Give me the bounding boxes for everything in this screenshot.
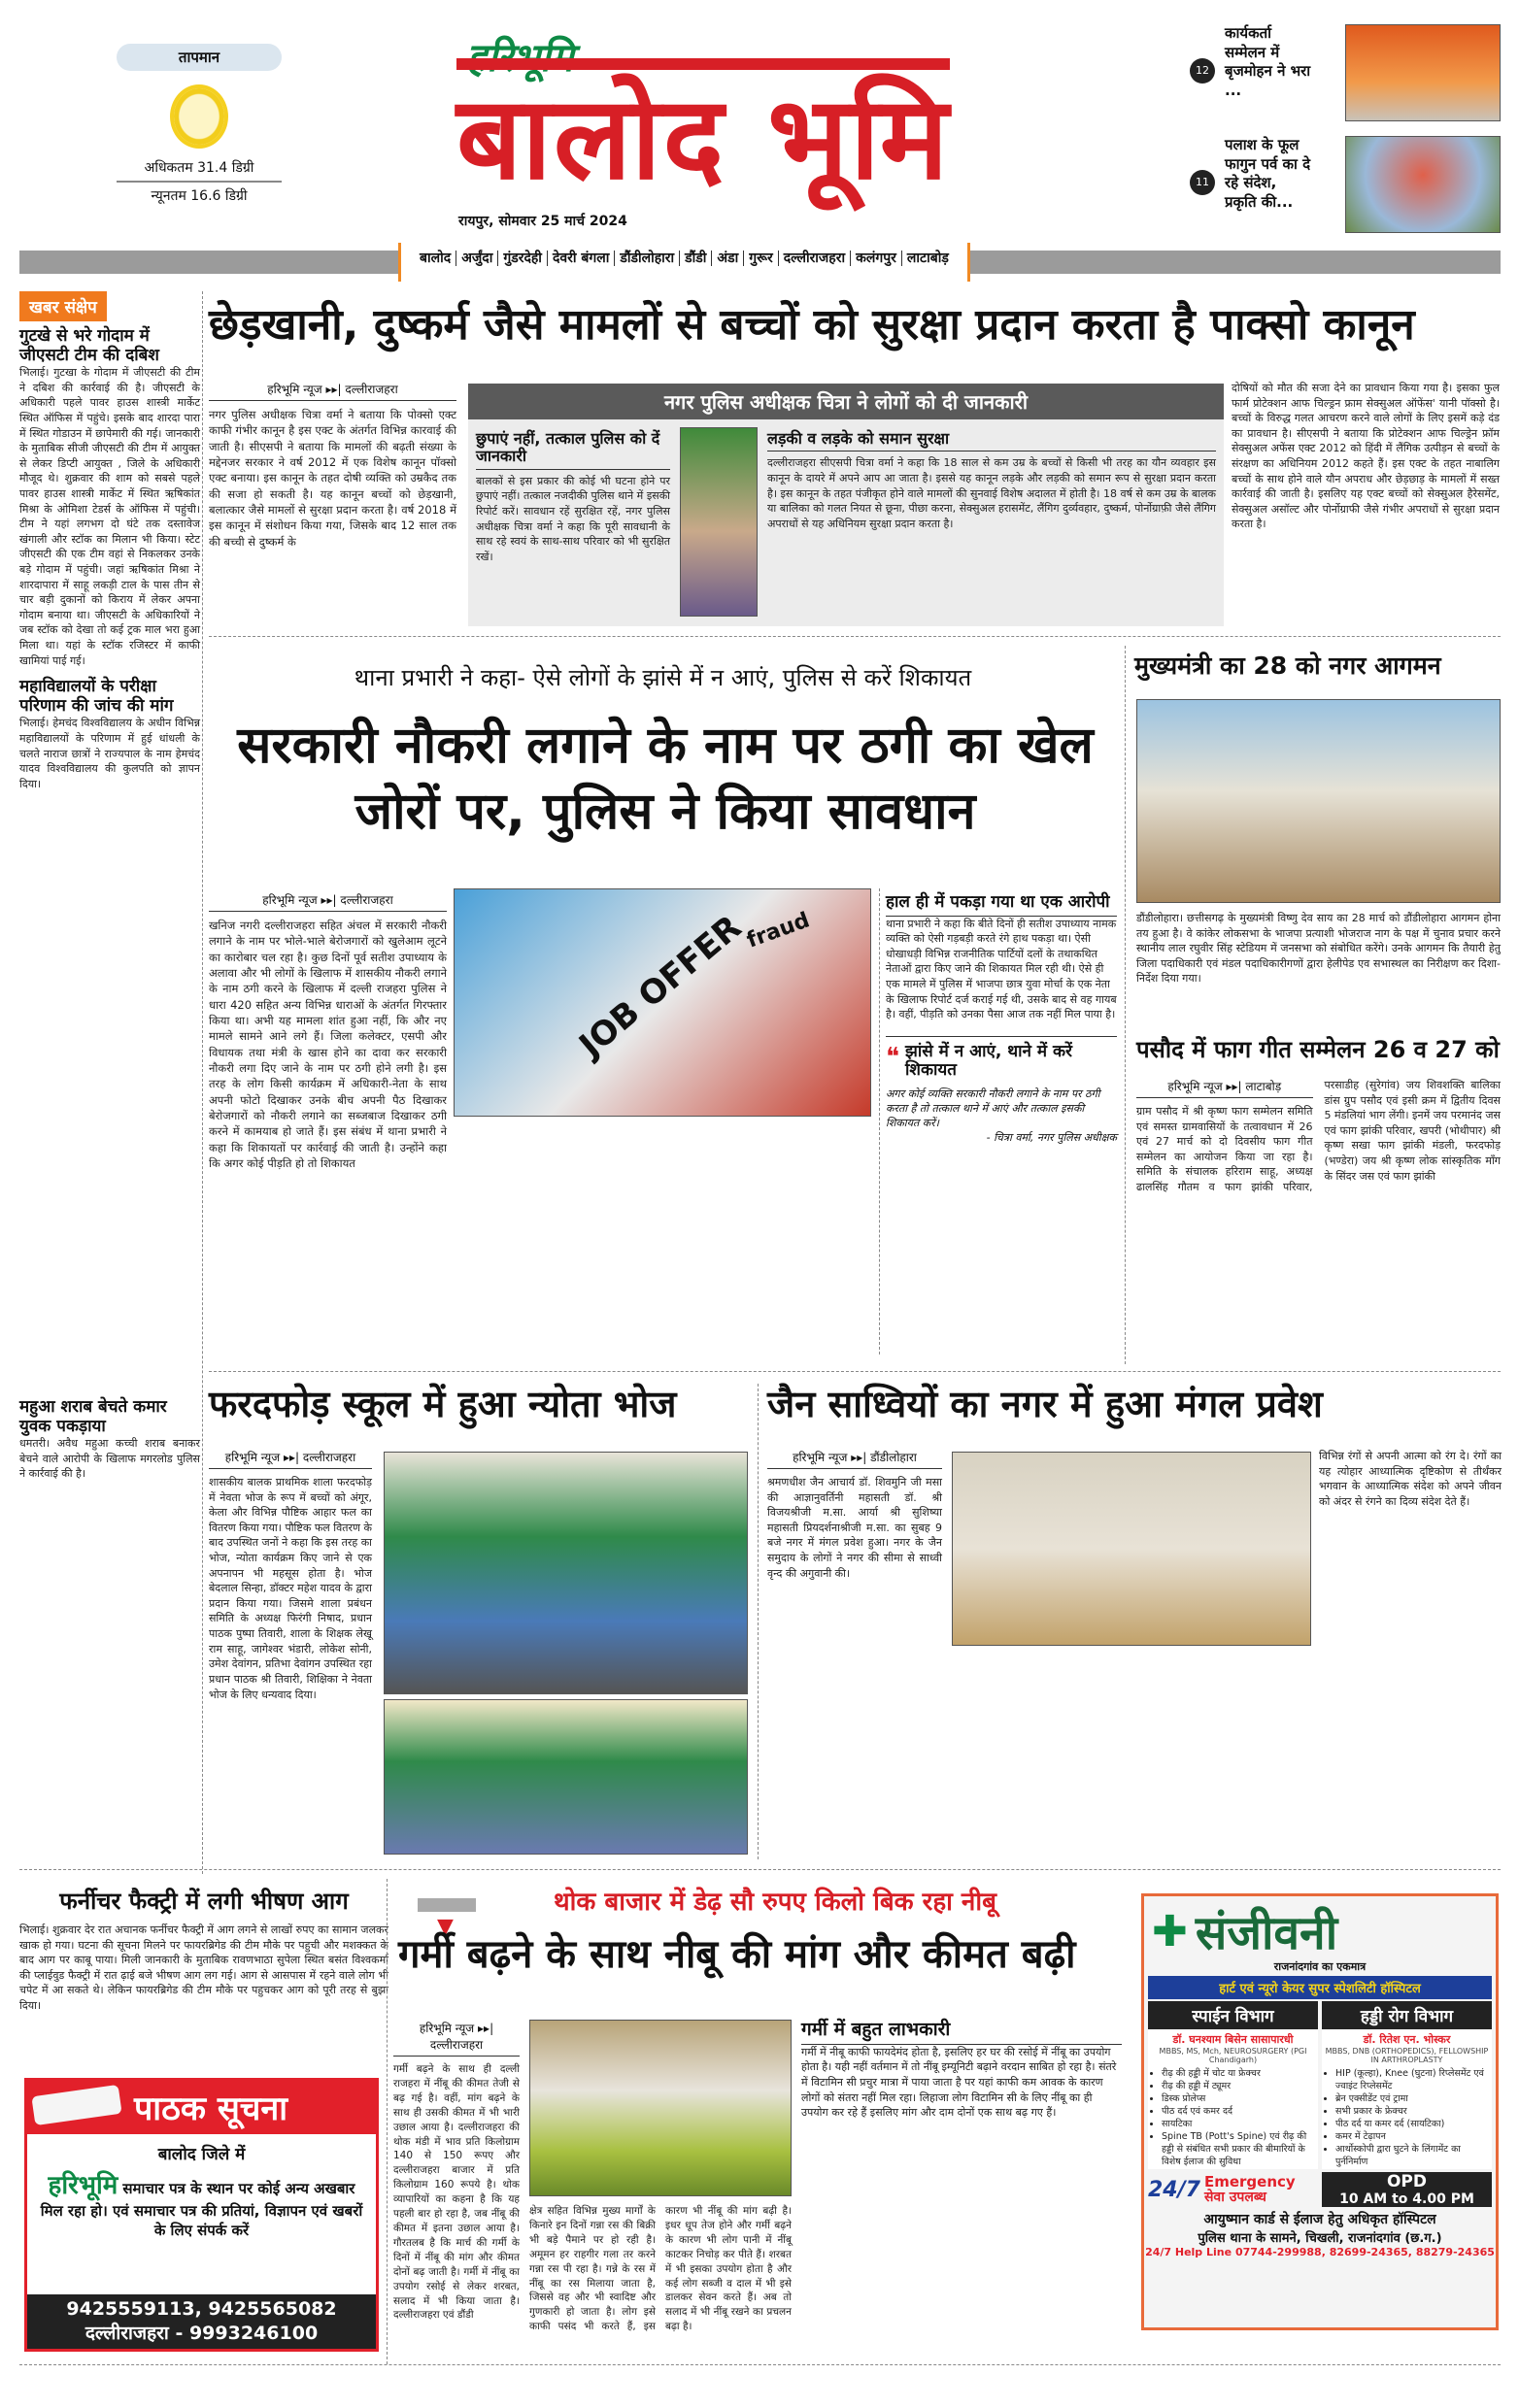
teaser-text: कार्यकर्ता सम्मेलन में बृजमोहन ने भरा ... [1225,24,1311,99]
info-box-title: नगर पुलिस अधीक्षक चित्रा ने लोगों को दी जानकारी [468,384,1224,419]
opd-timing: OPD 10 AM to 4.00 PM [1322,2172,1492,2207]
phag-headline: पसौद में फाग गीत सम्मेलन 26 व 27 को [1136,1036,1500,1063]
job-offer-illustration: JOB OFFER fraud [454,888,871,1117]
hospital-banner: हार्ट एवं न्यूरो केयर सुपर स्पेशलिटी हॉस्पिटल [1148,1976,1492,1999]
school-photo-2 [384,1699,748,1855]
jain-headline: जैन साध्वियों का नगर में हुआ मंगल प्रवेश [767,1383,1323,1425]
reader-notice-ad [24,2078,379,2352]
article-text: श्रमणधीश जैन आचार्य डॉ. शिवमुनि जी मसा की आज्ञानुवर्तिनी महासती डॉ. श्री विजयश्रीजी म.सा. आर्या श्री सुशिष्या महासती प्रियदर्शनाश्रीजी म.सा. का सुबह 9 बजे नगर में मंगल प्रवेश हुआ। नगर के जैन समुदाय के लोगों ने नगर की सीमा से साध्वी वृन्द की अगुवानी की। [767,1476,942,1580]
subhead-text: थाना प्रभारी ने कहा कि बीते दिनों ही सतीश उपाध्याय नामक व्यक्ति को ऐसी गड़बड़ी करते रंगे हाथ पकड़ा था। ऐसी धोखाधड़ी विभिन्न राजनीतिक पार्टियों दलों के तथाकथित नेताओं द्वारा किए जाने की शिकायत मिल रही थी। ऐसे ही एक मामले में पुलिस में भाजपा छात्र युवा मोर्चा के एक नेता के खिलाफ रिपोर्ट दर्ज कराई गई थी, उसके बाद से वह गायब है। वहीं, पीड़ति को उनका पैसा आज तक नहीं मिल पाया है। [886,917,1117,1021]
hospital-name: संजीवनी [1195,1906,1338,1960]
article-text: ग्राम पसौद में श्री कृष्ण फाग सम्मेलन समिति एवं समस्त ग्रामवासियों के तत्वावधान में 26 एवं 27 मार्च को दो दिवसीय फाग गीत सम्मेलन का आयोजन किया जा रहा है। समिति के संचालक हरिराम साहू, अध्यक्ष ढालसिंह गौतम व फाग झांकी परिवार, परसाडीह (सुरेगांव) जय शिवशक्ति बालिका डांस ग्रुप पसौद एवं इसी क्रम में द्वितीय दिवस 5 मंडलियां भाग लेंगी। इनमें जय परमानंद जस एवं फाग झांकी परिवार, खपरी (भोथीपार) श्री कृष्ण सखा फाग झांकी मंडली, फरदफोड़ (भण्डेरा) जय श्री कृष्ण लोक सांस्कृतिक माँग के सिंदर जस एवं फाग झांकी [1136,1079,1501,1194]
nav-item[interactable]: लाटाबोड़ [906,251,949,266]
service-item: • आर्थोस्कोपी द्वारा घुटने के लिंगामेंट का पुर्ननिर्माण [1335,2142,1488,2167]
spine-department: स्पाईन विभाग डॉ. घनश्याम बिसेन सासापारधी MBBS, MS, Mch, NEUROSURGERY (PGI Chandigarh) • रीढ़ की हड्डी में चोट या फ्रेक्चर • रीढ़ की हड्डी में ट्यूमर • डिस्क प्रोलेप्स • पीठ दर्द एवं कमर दर्द • सायटिका • Spine TB (Pott's Spine) एवं रीढ़ की हड्डी से संबंधित सभी प्रकार की बीमारियों के विशेष ईलाज की सुविधा [1148,2001,1318,2169]
subhead: लड़की व लड़के को समान सुरक्षा [767,430,1216,452]
subhead-text: गर्मी में नीबू काफी फायदेमंद होता है, इसलिए हर घर की रसोई में नींबू का उपयोग होता है। यही नहीं वर्तमान में तो नींबू इम्यूनिटी बढ़ाने वरदान साबित हो रहा है। संतरे में विटामिन सी प्रचुर मात्रा में पाया जाता है पर यहां काफी कम आवक के कारण लोगों को संतरा नहीं मिल रहा। लिहाजा लोग विटामिन सी के लिए नींबू का ही उपयोग कर रहे हैं इसलिए मांग और दाम दोनों एक साथ बढ़ गए हैं। [801,2045,1117,2120]
service-item: • कमर में टेढ़ापन [1335,2129,1488,2142]
ad-phones: 9425559113, 9425565082 [66,2298,337,2320]
nav-item[interactable]: अर्जुंदा [456,251,498,266]
brief-title: महुआ शराब बेचते कमार युवक पकड़ाया [19,1397,167,1436]
fire-headline: फर्नीचर फैक्ट्री में लगी भीषण आग [59,1888,349,1915]
brief-item [19,1398,200,1482]
service-item: • सायटिका [1162,2117,1314,2129]
brief-text: धमतरी। अवैध महुआ कच्ची शराब बनाकर बेचने वाले आरोपी के खिलाफ मगरलोड पुलिस ने कार्रवाई की है। [19,1437,200,1481]
fraud-article [209,891,447,1171]
teaser-2[interactable] [1190,136,1501,233]
subhead: हाल ही में पकड़ा गया था एक आरोपी [886,893,1117,917]
nav-item[interactable]: डौंडीलोहारा [615,251,680,266]
location-nav [19,251,1501,274]
min-temperature: न्यूनतम 16.6 डिग्री [151,188,248,204]
kicker-bar [418,1898,476,1912]
lead-headline: छेड़खानी, दुष्कर्म जैसे मामलों से बच्चों को सुरक्षा प्रदान करता है पाक्सो कानून [209,300,1415,350]
school-headline: फरदफोड़ स्कूल में हुआ न्योता भोज [209,1383,677,1425]
briefs-label: खबर संक्षेप [19,291,107,321]
kicker-headline: थाना प्रभारी ने कहा- ऐसे लोगों के झांसे में न आएं, पुलिस से करें शिकायत [354,664,972,691]
lemon-sidebar [801,2020,1122,2121]
ad-title: पाठक सूचना [134,2090,288,2128]
byline: हरिभूमि न्यूज ▸▸| दल्लीराजहरा [209,381,456,401]
byline: हरिभूमि न्यूज ▸▸| दल्लीराजहरा [393,2020,520,2057]
service-item: • पीठ दर्द एवं कमर दर्द [1162,2104,1314,2117]
subhead-text: दल्लीराजहरा सीएसपी चित्रा वर्मा ने कहा कि 18 साल से कम उम्र के बच्चों से किसी भी तरह का यौन व्यवहार इस कानून के दायरे में अपने आप आ जाता है। इससे यह कानून लड़के और लड़की को समान रूप से सुरक्षा प्रदान करता है। इस कानून के तहत पंजीकृत होने वाले मामलों की सुनवाई विशेष अदालत में होती है। 18 वर्ष से कम उम्र के बालक या बालिका को गलत नियत से छूना, पीछा करना, सेक्सुअल हरासमेंट, लैंगिग दुर्व्यवहार, दुष्कर्म, पोर्नोग्राफ़ी जैसे लैंगिग अपराधों से यह अधिनियम सुरक्षा प्रदान करता है। [767,456,1216,530]
school-article [209,1449,372,1702]
quote-author: - चित्रा वर्मा, नगर पुलिस अधीक्षक [986,1130,1117,1144]
service-item: • डिस्क प्रोलेप्स [1162,2091,1314,2104]
nav-item[interactable]: बालोद [415,251,456,266]
ad-line: बालोद जिले में [157,2145,246,2164]
teaser-photo [1345,24,1501,121]
lemon-article [393,2020,520,2323]
brief-text: भिलाई। गुटखा के गोदाम में जीएसटी की टीम ने दबिश की कार्रवाई की है। जीएसटी के अधिकारी पहले पावर हाउस शास्त्री मार्केट स्थित ऑफिस में पहुंचे। इसके बाद शारदा पारा में स्थित गोडाउन में छापेमारी की गई। जानकारी के मुताबिक सीजी जीएसटी की टीम में आयुक्त से लेकर डिप्टी आयुक्त , जिले के अधिकारी मौजूद थे। शुक्रवार की शाम को सबसे पहले पावर हाउस शास्त्री मार्केट में स्थित ऋषिकांत मिश्रा के ओमिशा टेडर्स के ऑफिस में पहुंची। टीम ने यहां लगभग दो घंटे तक दस्तावेज खंगाली और स्टॉक का मिलान भी किया। स्टेट जीएसटी की एक टीम वहां से निकलकर उनके बड़े गोदाम में पहुंची। जहां ऋषिकांत मिश्रा ने शारदापारा में साहू लकड़ी टाल के पास तीन से चार बड़ी दुकानों को किराय में लेकर अपना गोदाम बनाया था। जीएसटी के अधिकारियों ने जब स्टॉक को देखा तो कई ट्रक माल भरा हुआ मिला था। यहां के स्टॉक रजिस्टर में काफी खामियां पाई गई। [19,366,200,667]
teaser-1[interactable] [1190,24,1501,121]
school-photo-1 [384,1452,748,1694]
cm-headline: मुख्यमंत्री का 28 को नगर आगमन [1134,652,1441,680]
nav-item[interactable]: गुंडरदेही [498,251,548,266]
jain-photo [952,1452,1311,1646]
subhead-text: बालकों से इस प्रकार की कोई भी घटना होने पर छुपाएं नहीं। तत्काल नजदीकी पुलिस थाने में इसकी रिपोर्ट करें। सावधान रहें सुरक्षित रहें, नगर पुलिस अधीक्षक चित्रा वर्मा ने कहा कि पूरी सावधानी के साथ रहे स्वयं के साथ-साथ परिवार को भी सुरक्षित रखें। [476,474,670,563]
briefs-column [19,291,200,791]
fraud-headline: सरकारी नौकरी लगाने के नाम पर ठगी का खेल जोरों पर, पुलिस ने किया सावधान [237,717,1094,841]
phag-article [1136,1078,1501,1195]
edition-title: बालोद भूमि [456,58,950,208]
service-item: • रीढ़ की हड्डी में ट्यूमर [1162,2079,1314,2091]
brief-text: भिलाई। हेमचंद विश्वविद्यालय के अधीन विभिन्न महाविद्यालयों के परिणाम में हुई धांधली के चलते नाराज छात्रों ने राज्यपाल के नाम हेमचंद यादव विश्वविद्यालय की कुलपति को ज्ञापन दिया। [19,717,200,790]
fire-text: भिलाई। शुक्रवार देर रात अचानक फर्नीचर फैक्ट्री में आग लगने से लाखों रुपए का सामान जलकर खाक हो गया। घटना की सूचना मिलने पर फायरब्रिगेड की टीम मौके पर पहुची और मशक्कत के बाद आग पर काबू पाया। मिली जानकारी के मुताबिक रावणभाठा सुपेला स्थित बसंत विश्वकर्मा की प्लाईवुड फैक्ट्री में रात ढ़ाई बजे भीषण आग लग गई। आग से आसपास में रहने वाले लोग भी चपेट में आ सकते थे। लेकिन फायरब्रिगेड की टीम मौके पर पहुचकर आग को पूरी तरह से बुझा दिया। [19,1923,388,2013]
temperature-widget [117,44,282,209]
byline: हरिभूमि न्यूज ▸▸| लाटाबोड़ [1136,1078,1313,1098]
lemon-kicker: थोक बाजार में डेढ़ सौ रुपए किलो बिक रहा नीबू [554,1888,996,1917]
emergency-badge: 24/7 Emergency सेवा उपलब्ध [1148,2173,1296,2205]
officer-photo [680,427,758,617]
newspaper-icon [31,2085,121,2125]
page-number-badge: 12 [1190,58,1215,84]
service-item: • पीठ दर्द या कमर दर्द (सायटिका) [1335,2117,1488,2129]
pocso-article [209,381,456,550]
medical-cross-heart-icon: ✚ [1152,1907,1188,1956]
page-number-badge: 11 [1190,170,1215,195]
nav-item[interactable]: देवरी बंगला [548,251,615,266]
nav-item[interactable]: दल्लीराजहरा [779,251,851,266]
ad-text: समाचार पत्र के स्थान पर कोई अन्य अखबार मिल रहा हो। एवं समाचार पत्र की प्रतियां, विज्ञापन एवं खबरों के लिए संपर्क करें [40,2180,363,2239]
hospital-ad [1141,1893,1499,2330]
dateline: रायपुर, सोमवार 25 मार्च 2024 [458,214,627,229]
brief-title: गुटखे से भरे गोदाम में जीएसटी टीम की दबिश [19,326,159,365]
brief-title: महाविद्यालयों के परीक्षा परिणाम की जांच की मांग [19,677,174,716]
article-text: नगर पुलिस अधीक्षक चित्रा वर्मा ने बताया कि पोक्सो एक्ट काफी गंभीर कानून है इस एक्ट के अंतर्गत विभिन्न कारवाई की जाती है। सीएसपी ने बताया कि मामलों की बढ़ती संख्या के मद्देनजर सरकार ने वर्ष 2012 में एक विशेष कानून पॉक्सो एक्ट बनाया। इस कानून के तहत दोषी व्यक्ति को उम्रकैद तक की सजा हो सकती है। यह कानून बच्चों को छेड़खानी, बलात्कार जैसे मामलों से सुरक्षा प्रदान करता है। वर्ष 2018 में इस कानून में संशोधन किया गया, जिसके बाद 12 साल तक की बच्ची से दुष्कर्म के [209,408,456,549]
info-box [468,384,1224,626]
arrest-sidebar [886,893,1117,1145]
sun-icon [174,88,224,145]
masthead [456,29,1059,233]
brand-logo: हरिभूमि [466,36,574,81]
helpline-numbers: 07744-299988, 82699-24365, 88279-24365 [1234,2246,1495,2258]
ad-local-phone: दल्लीराजहरा - 9993246100 [84,2323,319,2344]
max-temperature: अधिकतम 31.4 डिग्री [117,154,282,183]
service-item: • ब्रेन एक्सीडेंट एवं ट्रामा [1335,2091,1488,2104]
article-text: शासकीय बालक प्राथमिक शाला फरदफोड़ में नेवता भोज के रूप में बच्चों को अंगूर, केला और विभिन्न पौष्टिक आहार फल का वितरण किया गया। पौष्टिक फल वितरण के बाद उपस्थित जनों ने कहा कि इस तरह का भोज, न्योता कार्यक्रम किए जाने से एक अपनापन भी महसूस होता है। भोज बेदलाल सिन्हा, डॉक्टर महेश यादव के द्वारा प्रदान किया गया। जिसमे शाला प्रबंधन समिति के अध्यक्ष फिरंगी निषाद, प्रधान पाठक पुष्पा तिवारी, शाला के शिक्षक लेखू राम साहू, जागेश्वर भंडारी, लोकेश सोनी, उमेश देवांगन, प्रतिभा देवांगन उपस्थित रहा प्रधान पाठक श्री तिवारी, शिक्षिका ने नेवता भोज के लिए धन्यवाद दिया। [209,1476,372,1701]
byline: हरिभूमि न्यूज ▸▸| दल्लीराजहरा [209,1449,372,1469]
jain-article [767,1449,942,1581]
lemon-vendor-photo [529,2020,792,2196]
byline: हरिभूमि न्यूज ▸▸| दल्लीराजहरा [209,891,447,912]
quote-text: अगर कोई व्यक्ति सरकारी नौकरी लगाने के नाम पर ठगी करता है तो तत्काल थाने में आएं और तत्काल इसकी शिकायत करें। [886,1087,1100,1129]
article-text: गर्मी बढ़ने के साथ ही दल्ली राजहरा में नींबू की कीमत तेजी से बढ़ गई है। वहीं, मांग बढ़ने के साथ ही उसकी कीमत में भी भारी उछाल आया है। दल्लीराजहरा की थोक मंडी में भाव प्रति किलोग्राम 140 से 150 रूपए और दल्लीराजहरा बाजार में प्रति किलोग्राम 160 रूपये है। थोक व्यापारियों का कहना है कि यह पहली बार हो रहा है, जब नींबू की कीमत में इतना उछाल आया है। गौरतलब है कि मार्च की गर्मी के दिनों में नींबू की मांग और कीमत दोनों बढ़ जाती है। गर्मी में नींबू का उपयोग रसोई से लेकर शरबत, सलाद में भी किया जाता है। दल्लीराजहरा एवं डौंडी [393,2063,520,2322]
nav-item[interactable]: डौंडी [680,251,712,266]
hospital-address: पुलिस थाना के सामने, चिखली, राजनांदगांव (छ.ग.) [1198,2231,1442,2246]
service-item: • HIP (कूल्हा), Knee (घुटना) रिप्लेसमेंट एवं ज्वाइंट रिप्लेसमेंट [1335,2066,1488,2091]
ortho-department: हड्डी रोग विभाग डॉ. रितेश एन. भोस्कर MBBS, DNB (ORTHOPEDICS), FELLOWSHIP IN ARTHROPLASTY • HIP (कूल्हा), Knee (घुटना) रिप्लेसमेंट एवं ज्वाइंट रिप्लेसमेंट • ब्रेन एक्सीडेंट एवं ट्रामा • सभी प्रकार के फ्रेक्चर • पीठ दर्द या कमर दर्द (सायटिका) • कमर में टेढ़ापन • आर्थोस्कोपी द्वारा घुटने के लिंगामेंट का पुर्ननिर्माण [1322,2001,1492,2169]
service-item: • रीढ़ की हड्डी में चोट या फ्रेक्चर [1162,2066,1314,2079]
chevron-down-icon: ▼ [437,1915,454,1939]
quote-title: झांसे में न आएं, थाने में करें शिकायत [905,1041,1072,1081]
article-text-continued: क्षेत्र सहित विभिन्न मुख्य मार्गों के किनारे इन दिनों गन्ना रस की बिक्री भी बड़े पैमाने पर हो रही है। अमूमन हर राहगीर गला तर करने गन्ना रस पी रहा है। गन्ने के रस में नींबू का रस मिलाया जाता है, जिससे वह और भी स्वादिष्ट और गुणकारी हो जाता है। लोग इसे काफी पसंद भी करते हैं, इस कारण भी नींबू की मांग बढ़ी है। इधर धूप तेज होने और गर्मी बढ़ने के कारण भी लोग पानी में नींबू काटकर निचोड़ कर पीते हैं। शरबत में भी इसका उपयोग होता है और कई लोग सब्जी व दाल में भी इसे डालकर सेवन करते हैं। अब तो सलाद में भी नींबू रखने का प्रचलन बढ़ा है। [529,2205,792,2333]
temperature-label: तापमान [117,44,282,71]
byline: हरिभूमि न्यूज ▸▸| डौंडीलोहारा [767,1449,942,1469]
teaser-text: पलाश के फूल फागुन पर्व का दे रहे संदेश, प्रकृति की... [1225,136,1311,211]
teaser-photo [1345,136,1501,233]
nav-item[interactable]: गुरूर [744,251,779,266]
ayushman-text: आयुष्मान कार्ड से ईलाज हेतु अधिकृत हॉस्पिटल [1203,2212,1436,2227]
speech-bubble-icon: ❝ [886,1042,899,1072]
article-text: दोषियों को मौत की सजा देने का प्रावधान किया गया है। इसका फुल फार्म प्रोटेक्शन आफ चिल्ड्रन फ्राम सेक्सुअल ऑफेंस' यानी पॉक्सो है। बच्चों के विरुद्ध गलत आचरण करने वाले लोगों के लिए इसमें कड़े दंड का प्रावधान है। सीएसपी ने बताया कि प्रोटेक्शन आफ चिल्ड्रेन फ्रॉम सेक्सुअल अफेंस एक्ट 2012 को हिंदी में लैंगिक उत्पीड़न से बच्चों के संरक्षण का अधिनियम 2012 कहते हैं। इस एक्ट के तहत नाबालिग बच्चों के साथ होने वाले यौन अपराध और छेड़छाड़ के मामलों में सख्त कार्रवाई की जाती है। इसलिए यह एक्ट बच्चों को सेक्सुअल हैरेसमेंट, सेक्सुअल असॉल्ट और पोर्नोग्राफी जैसे गंभीर अपराधों से सुरक्षा प्रदान करता है। [1232,382,1500,531]
hospital-tagline: राजनांदगांव का एकमात्र [1273,1960,1367,1973]
service-item: • सभी प्रकार के फ्रेक्चर [1335,2104,1488,2117]
nav-item[interactable]: कलंगपुर [851,251,902,266]
subhead: गर्मी में बहुत लाभकारी [801,2020,1122,2045]
cm-photo [1136,699,1501,903]
brand-logo: हरिभूमि [48,2171,118,2200]
nav-item[interactable]: अंडा [712,251,744,266]
helpline-label: 24/7 Help Line [1145,2246,1232,2258]
cm-text: डौंडीलोहारा। छत्तीसगढ़ के मुख्यमंत्री विष्णु देव साय का 28 मार्च को डौंडीलोहारा आगमन होना तय हुआ है। वे कांकेर लोकसभा के भाजपा प्रत्याशी भोजराज नाग के पक्ष में चुनाव प्रचार करने स्थानीय लाल रघुवीर सिंह स्टेडियम में जनसभा को संबोधित करेंगे। उनके आगमन कि तैयारी हेतु जिला पदाधिकारी एवं मंडल पदाधिकारीगणों द्वारा हेलीपेड एव सभास्थल का निरीक्षण कर दिशा-निर्देश दिया गया। [1136,912,1501,986]
service-item: • Spine TB (Pott's Spine) एवं रीढ़ की हड्डी से संबंधित सभी प्रकार की बीमारियों के विशेष ईलाज की सुविधा [1162,2129,1314,2167]
lemon-headline: गर्मी बढ़ने के साथ नीबू की मांग और कीमत बढ़ी [398,1932,1076,1977]
article-text: खनिज नगरी दल्लीराजहरा सहित अंचल में सरकारी नौकरी लगाने के नाम पर भोले-भाले बेरोजगारों को खुलेआम लूटने का कारोबार चल रहा है। कुछ दिनों पूर्व सतीश उपाध्याय के अलावा और भी लोगों के खिलाफ में शासकीय नौकरी लगाने के नाम ठगी करने के खिलाफ में दल्ली राजहरा पुलिस ने धारा 420 सहित अन्य विभिन्न धाराओं के अंतर्गत गिरफ्तार किया था। अभी यह मामला शांत हुआ नहीं, कि और नए मामले सामने आने लगे हैं। जिला कलेक्टर, एसपी और विधायक तथा मंत्री के खास होने का दावा कर सरकारी नौकरी लगा दिए जाने के नाम पर ठगी होने लगी है। इस तरह के लोग किसी कार्यक्रम में अधिकारी-नेता के साथ अपनी फोटो दिखाकर उनके बीच अपनी पैठ दिखाकर बेरोजगारों को नौकरी लगाने का सब्जबाज दिखाकर ठगी करने में कामयाब हो जाते हैं। इस संबंध में थाना प्रभारी ने कहा कि शिकायतों पर कार्रवाई की जाती है। उन्होंने कहा कि अगर कोई पीड़ति हो तो शिकायत [209,919,447,1170]
jain-right-text: विभिन्न रंगों से अपनी आत्मा को रंग दे। रंगों का यह त्योहार आध्यात्मिक दृष्टिकोण से तीर्थंकर भगवान के आध्यात्मिक संदेश को अपने जीवन को अंदर से रंगने का दिव्य संदेश देते हैं। [1319,1450,1502,1508]
subhead: छुपाएं नहीं, तत्काल पुलिस को दें जानकारी [476,430,670,470]
